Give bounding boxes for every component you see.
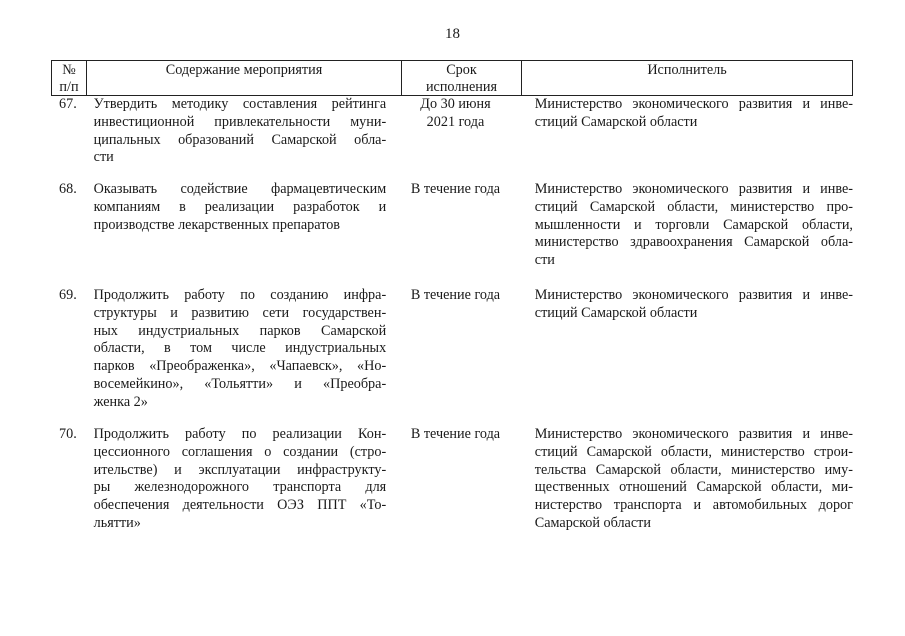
row-content: [94, 181, 387, 270]
row-content-line: компаниям в реализации разработок и: [93, 198, 387, 215]
row-content-line: ительстве) и эксплуатации инфраструкту-: [93, 461, 387, 478]
row-executor-line: сти: [534, 252, 555, 269]
row-executor-line: Министерство экономического развития и инве-: [534, 426, 853, 442]
row-content-line: Оказывать содействие фармацевтическим: [93, 181, 387, 197]
row-content-line: инвестиционной привлекательности муни-: [93, 113, 387, 130]
row-content-line: женка 2»: [93, 393, 148, 410]
row-number: 68.: [59, 181, 77, 197]
row-executor-line: Министерство экономического развития и инве-: [534, 96, 853, 112]
row-executor-line: нистерство транспорта и автомобильных дорог: [534, 497, 853, 514]
row-term-line: В течение года: [410, 181, 501, 197]
table-row: [51, 96, 853, 167]
header-num: [52, 61, 87, 95]
header-content: [87, 61, 402, 95]
row-content-line: Утвердить методику составления рейтинга: [93, 96, 387, 112]
row-content-line: производстве лекарственных препаратов: [93, 216, 340, 233]
row-content: [94, 96, 387, 167]
row-executor: [535, 426, 853, 533]
row-executor-line: министерство здравоохранения Самарской обла-: [534, 234, 853, 251]
row-executor-line: стиций Самарской области, министерство про-: [534, 198, 853, 215]
row-term-line: В течение года: [410, 426, 501, 442]
row-content-line: обеспечения деятельности ОЭЗ ППТ «То-: [93, 497, 387, 514]
row-term: [396, 426, 515, 533]
row-content-line: Продолжить работу по созданию инфра-: [93, 287, 387, 303]
row-content-line: льятти»: [93, 514, 141, 531]
header-executor: [522, 61, 852, 95]
page-number: 18: [445, 26, 460, 42]
row-content-line: восемейкино», «Тольятти» и «Преобра-: [93, 375, 387, 392]
header-content-label: Содержание мероприятия: [165, 62, 323, 78]
header-term-line-1: Срок: [446, 62, 477, 78]
header-executor-label: Исполнитель: [647, 62, 727, 78]
row-number: 67.: [59, 96, 77, 112]
row-content-line: ных индустриальных парков Самарской: [93, 322, 387, 339]
row-content-line: структуры и развитию сети государствен-: [93, 304, 387, 321]
header-term-line-2: исполнения: [425, 79, 498, 95]
row-executor-line: мышленности и торговли Самарской области,: [534, 216, 853, 233]
header-num-line-1: №: [62, 62, 76, 78]
row-number: 70.: [59, 426, 77, 442]
row-executor: [535, 287, 853, 412]
table-row: [51, 426, 853, 533]
row-content-line: области, в том числе индустриальных: [93, 340, 387, 357]
row-content-line: парков «Преображенка», «Чапаевск», «Но-: [93, 358, 387, 375]
row-content-line: цессионного соглашения о создании (стро-: [93, 443, 387, 460]
row-content-line: Продолжить работу по реализации Кон-: [93, 426, 387, 442]
row-term: [396, 181, 515, 270]
row-executor: [535, 181, 853, 270]
row-term-line: 2021 года: [426, 113, 485, 130]
row-term-line: До 30 июня: [420, 96, 491, 112]
row-content: [94, 426, 387, 533]
header-num-line-2: п/п: [59, 79, 79, 95]
row-content-line: сти: [93, 149, 114, 166]
row-executor-line: щественных отношений Самарской области, ми-: [534, 479, 853, 496]
row-executor-line: тельства Самарской области, министерство иму-: [534, 461, 853, 478]
row-executor: [535, 96, 853, 167]
row-executor-line: Министерство экономического развития и инве-: [534, 181, 853, 197]
header-term: [402, 61, 522, 95]
row-content-line: ры железнодорожного транспорта для: [93, 479, 387, 496]
row-term: [396, 287, 515, 412]
row-executor-line: стиций Самарской области: [534, 113, 698, 130]
row-content: [94, 287, 387, 412]
row-content-line: ципальных образований Самарской обла-: [93, 131, 387, 148]
table-header: [51, 60, 853, 96]
row-executor-line: стиций Самарской области: [534, 304, 698, 321]
row-term-line: В течение года: [410, 287, 501, 303]
row-executor-line: Самарской области: [534, 514, 651, 531]
row-number: 69.: [59, 287, 77, 303]
table-row: [51, 287, 853, 412]
row-executor-line: Министерство экономического развития и инве-: [534, 287, 853, 303]
row-term: [396, 96, 515, 167]
row-executor-line: стиций Самарской области, министерство строи-: [534, 443, 853, 460]
table-row: [51, 181, 853, 270]
